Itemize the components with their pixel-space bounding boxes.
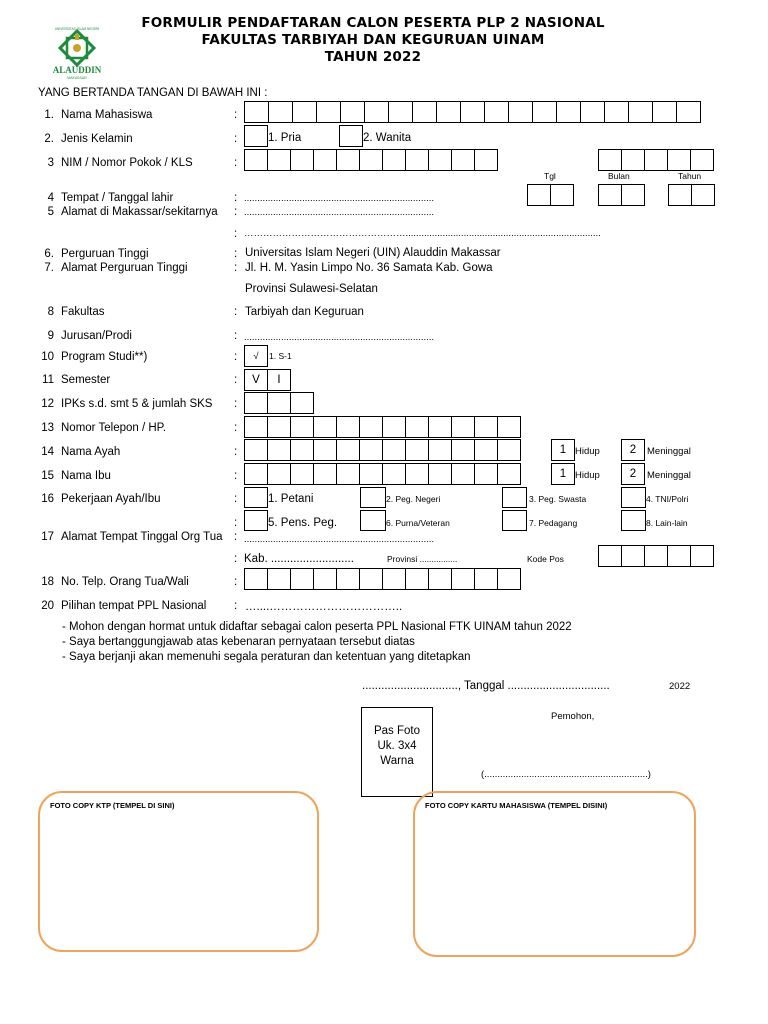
char-box[interactable] bbox=[527, 184, 551, 206]
char-box[interactable] bbox=[644, 545, 668, 567]
logo-text: ALAUDDIN bbox=[52, 65, 102, 75]
mother-alive-num: 1 bbox=[559, 468, 567, 480]
gender-female-checkbox[interactable] bbox=[339, 125, 363, 147]
photo-line2: Uk. 3x4 bbox=[377, 740, 417, 752]
job-military-checkbox[interactable] bbox=[621, 487, 646, 508]
field-number: 9 bbox=[47, 330, 54, 342]
job-veteran-label: 6. Purna/Veteran bbox=[386, 518, 450, 528]
field-colon: : bbox=[234, 228, 238, 240]
char-box[interactable] bbox=[628, 101, 653, 123]
char-box[interactable] bbox=[290, 439, 314, 461]
job-trader-checkbox[interactable] bbox=[502, 510, 527, 531]
field-number: 17 bbox=[41, 531, 54, 543]
field-label: Nama Mahasiswa bbox=[61, 109, 153, 121]
date-label-bulan: Bulan bbox=[608, 171, 630, 181]
form-title-line2: FAKULTAS TARBIYAH DAN KEGURUAN UINAM bbox=[201, 32, 545, 48]
father-alive-box[interactable] bbox=[551, 439, 575, 461]
field-colon: : bbox=[234, 470, 238, 482]
char-box[interactable] bbox=[621, 545, 645, 567]
field-colon: : bbox=[234, 374, 238, 386]
program-s1-label: 1. S-1 bbox=[269, 351, 292, 361]
char-box[interactable] bbox=[436, 101, 461, 123]
father-dead-num: 2 bbox=[629, 444, 637, 456]
char-box[interactable] bbox=[382, 568, 406, 590]
parent-address-kab[interactable]: Kab. .......................... bbox=[244, 553, 354, 565]
field-colon: : bbox=[234, 398, 238, 410]
field-colon: : bbox=[234, 517, 238, 529]
char-box[interactable] bbox=[359, 149, 383, 171]
field-number: 8 bbox=[47, 306, 54, 318]
applicant-label: Pemohon, bbox=[551, 711, 595, 722]
char-box[interactable] bbox=[382, 439, 406, 461]
birth-day-boxes[interactable] bbox=[527, 184, 574, 206]
ktm-attachment-label: FOTO COPY KARTU MAHASISWA (TEMPEL DISINI) bbox=[425, 801, 608, 810]
field-colon: : bbox=[234, 600, 238, 612]
char-box[interactable] bbox=[267, 568, 291, 590]
char-box[interactable] bbox=[359, 568, 383, 590]
char-box[interactable] bbox=[691, 184, 715, 206]
field-number: 4 bbox=[47, 192, 54, 204]
field-colon: : bbox=[234, 422, 238, 434]
semester-digit1: V bbox=[252, 374, 260, 386]
field-colon: : bbox=[234, 330, 238, 342]
field-number: 16 bbox=[41, 493, 54, 505]
program-s1-checkbox[interactable] bbox=[244, 345, 268, 367]
char-box[interactable] bbox=[621, 184, 645, 206]
semester-digit2-box[interactable] bbox=[267, 369, 291, 391]
char-box[interactable] bbox=[336, 439, 360, 461]
field-label: Nama Ibu bbox=[61, 470, 111, 482]
char-box[interactable] bbox=[405, 463, 429, 485]
mother-name-boxes[interactable] bbox=[244, 463, 521, 485]
char-box[interactable] bbox=[497, 416, 521, 438]
job-farmer-label: 1. Petani bbox=[268, 493, 314, 505]
char-box[interactable] bbox=[290, 392, 314, 414]
statement-3: - Saya berjanji akan memenuhi segala peraturan dan ketentuan yang ditetapkan bbox=[62, 651, 471, 663]
char-box[interactable] bbox=[428, 416, 452, 438]
char-box[interactable] bbox=[359, 416, 383, 438]
char-box[interactable] bbox=[313, 568, 337, 590]
job-civil-servant-checkbox[interactable] bbox=[360, 487, 386, 508]
char-box[interactable] bbox=[532, 101, 557, 123]
field-colon: : bbox=[234, 351, 238, 363]
char-box[interactable] bbox=[598, 545, 622, 567]
char-box[interactable] bbox=[550, 184, 574, 206]
logo-sub-text: MAKASSAR bbox=[67, 76, 87, 80]
mother-alive-label: Hidup bbox=[575, 470, 600, 481]
mother-dead-label: Meninggal bbox=[647, 470, 691, 481]
gender-female-label: 2. Wanita bbox=[363, 132, 412, 144]
field-colon: : bbox=[234, 446, 238, 458]
field-label: Perguruan Tinggi bbox=[61, 248, 149, 260]
father-alive-num: 1 bbox=[559, 444, 567, 456]
ktp-attachment-area bbox=[38, 791, 319, 952]
char-box[interactable] bbox=[244, 568, 268, 590]
field-colon: : bbox=[234, 262, 238, 274]
char-box[interactable] bbox=[244, 149, 268, 171]
char-box[interactable] bbox=[290, 149, 314, 171]
char-box[interactable] bbox=[336, 149, 360, 171]
field-label: Jurusan/Prodi bbox=[61, 330, 132, 342]
char-box[interactable] bbox=[474, 568, 498, 590]
char-box[interactable] bbox=[340, 101, 365, 123]
char-box[interactable] bbox=[244, 392, 268, 414]
date-label-tgl: Tgl bbox=[544, 171, 556, 181]
char-box[interactable] bbox=[313, 439, 337, 461]
university-province-value: Provinsi Sulawesi-Selatan bbox=[245, 283, 378, 295]
char-box[interactable] bbox=[667, 149, 691, 171]
char-box[interactable] bbox=[451, 568, 475, 590]
char-box[interactable] bbox=[451, 439, 475, 461]
job-retired-label: 5. Pens. Peg. bbox=[268, 517, 338, 529]
char-box[interactable] bbox=[652, 101, 677, 123]
ktm-attachment-area bbox=[413, 791, 696, 957]
semester-digit1-box[interactable] bbox=[244, 369, 268, 391]
gpa-input-boxes[interactable] bbox=[244, 392, 314, 414]
job-military-label: 4. TNI/Polri bbox=[646, 494, 689, 504]
photo-box bbox=[361, 707, 433, 797]
field-colon: : bbox=[234, 531, 238, 543]
check-mark-icon: √ bbox=[253, 350, 259, 362]
signature-year: 2022 bbox=[669, 681, 691, 692]
name-input-boxes[interactable] bbox=[244, 101, 701, 123]
nim-input-boxes[interactable] bbox=[244, 149, 498, 171]
field-number: 13 bbox=[41, 422, 54, 434]
parent-phone-boxes[interactable] bbox=[244, 568, 521, 590]
father-name-boxes[interactable] bbox=[244, 439, 521, 461]
field-label: Tempat / Tanggal lahir bbox=[61, 192, 174, 204]
char-box[interactable] bbox=[556, 101, 581, 123]
statement-1: - Mohon dengan hormat untuk didaftar sebagai calon peserta PPL Nasional FTK UINAM tahun 2022 bbox=[62, 621, 572, 633]
char-box[interactable] bbox=[690, 149, 714, 171]
field-number: 1. bbox=[44, 109, 54, 121]
field-label: Semester bbox=[61, 374, 111, 386]
job-other-label: 8. Lain-lain bbox=[646, 518, 688, 528]
field-colon: : bbox=[234, 192, 238, 204]
char-box[interactable] bbox=[267, 439, 291, 461]
char-box[interactable] bbox=[313, 416, 337, 438]
field-label: Nama Ayah bbox=[61, 446, 121, 458]
date-label-tahun: Tahun bbox=[678, 171, 702, 181]
char-box[interactable] bbox=[382, 149, 406, 171]
char-box[interactable] bbox=[621, 149, 645, 171]
mother-alive-box[interactable] bbox=[551, 463, 575, 485]
job-retired-checkbox[interactable] bbox=[244, 510, 268, 531]
postal-code-boxes[interactable] bbox=[598, 545, 714, 567]
char-box[interactable] bbox=[644, 149, 668, 171]
char-box[interactable] bbox=[364, 101, 389, 123]
field-label: Alamat Perguruan Tinggi bbox=[61, 262, 188, 274]
job-private-checkbox[interactable] bbox=[502, 487, 527, 508]
char-box[interactable] bbox=[497, 568, 521, 590]
field-number: 6. bbox=[44, 248, 54, 260]
department-dots[interactable]: ........................................................................ bbox=[244, 332, 435, 343]
char-box[interactable] bbox=[460, 101, 485, 123]
char-box[interactable] bbox=[336, 568, 360, 590]
field-colon: : bbox=[234, 493, 238, 505]
field-label: Pilihan tempat PPL Nasional bbox=[61, 600, 207, 612]
char-box[interactable] bbox=[497, 439, 521, 461]
place-date-line[interactable]: .............................., Tanggal ................................ bbox=[362, 680, 610, 692]
char-box[interactable] bbox=[428, 568, 452, 590]
char-box[interactable] bbox=[336, 416, 360, 438]
field-number: 14 bbox=[41, 446, 54, 458]
field-colon: : bbox=[234, 206, 238, 218]
char-box[interactable] bbox=[244, 416, 268, 438]
field-label: No. Telp. Orang Tua/Wali bbox=[61, 576, 189, 588]
field-number: 11 bbox=[42, 374, 54, 386]
gender-male-label: 1. Pria bbox=[268, 132, 302, 144]
intro-text: YANG BERTANDA TANGAN DI BAWAH INI : bbox=[38, 87, 268, 99]
father-dead-label: Meninggal bbox=[647, 446, 691, 457]
birth-place-dots[interactable]: ........................................................................ bbox=[244, 193, 435, 204]
char-box[interactable] bbox=[359, 439, 383, 461]
char-box[interactable] bbox=[290, 463, 314, 485]
field-label: Program Studi**) bbox=[61, 351, 148, 363]
logo-top-text: UNIVERSITAS ISLAM NEGERI bbox=[54, 27, 100, 31]
char-box[interactable] bbox=[474, 416, 498, 438]
char-box[interactable] bbox=[405, 568, 429, 590]
mother-dead-box[interactable] bbox=[621, 463, 645, 485]
field-colon: : bbox=[234, 133, 238, 145]
address-makassar-dots-2[interactable]: …………………………………………….......................................................................... bbox=[244, 228, 601, 239]
char-box[interactable] bbox=[474, 463, 498, 485]
char-box[interactable] bbox=[267, 416, 291, 438]
field-colon: : bbox=[234, 248, 238, 260]
ppl-choice-dots[interactable]: …....…………………………….. bbox=[245, 601, 403, 613]
class-input-boxes[interactable] bbox=[598, 149, 714, 171]
char-box[interactable] bbox=[474, 149, 498, 171]
char-box[interactable] bbox=[451, 416, 475, 438]
char-box[interactable] bbox=[474, 439, 498, 461]
char-box[interactable] bbox=[268, 101, 293, 123]
job-other-checkbox[interactable] bbox=[621, 510, 646, 531]
char-box[interactable] bbox=[580, 101, 605, 123]
postal-code-label: Kode Pos bbox=[527, 554, 564, 564]
parent-address-dots[interactable]: ........................................................................ bbox=[244, 534, 435, 545]
char-box[interactable] bbox=[451, 463, 475, 485]
field-label: IPKs s.d. smt 5 & jumlah SKS bbox=[61, 398, 213, 410]
phone-input-boxes[interactable] bbox=[244, 416, 521, 438]
field-number: 20 bbox=[41, 600, 54, 612]
char-box[interactable] bbox=[267, 463, 291, 485]
char-box[interactable] bbox=[292, 101, 317, 123]
char-box[interactable] bbox=[244, 101, 269, 123]
char-box[interactable] bbox=[598, 149, 622, 171]
field-label: Jenis Kelamin bbox=[61, 133, 133, 145]
ktp-attachment-label: FOTO COPY KTP (TEMPEL DI SINI) bbox=[50, 801, 175, 810]
form-title-line3: TAHUN 2022 bbox=[324, 49, 422, 65]
char-box[interactable] bbox=[667, 545, 691, 567]
char-box[interactable] bbox=[290, 568, 314, 590]
job-veteran-checkbox[interactable] bbox=[360, 510, 386, 531]
field-colon: : bbox=[234, 306, 238, 318]
field-label: Alamat Tempat Tinggal Org Tua bbox=[61, 531, 223, 543]
father-dead-box[interactable] bbox=[621, 439, 645, 461]
mother-dead-num: 2 bbox=[629, 468, 637, 480]
university-address-value: Jl. H. M. Yasin Limpo No. 36 Samata Kab. Gowa bbox=[245, 262, 493, 274]
char-box[interactable] bbox=[598, 184, 622, 206]
field-colon: : bbox=[234, 576, 238, 588]
field-number: 15 bbox=[41, 470, 54, 482]
photo-line3: Warna bbox=[380, 755, 414, 767]
char-box[interactable] bbox=[451, 149, 475, 171]
field-label: NIM / Nomor Pokok / KLS bbox=[61, 157, 193, 169]
char-box[interactable] bbox=[316, 101, 341, 123]
char-box[interactable] bbox=[428, 439, 452, 461]
char-box[interactable] bbox=[336, 463, 360, 485]
char-box[interactable] bbox=[690, 545, 714, 567]
applicant-name-line[interactable]: (..............................................................) bbox=[481, 769, 651, 780]
char-box[interactable] bbox=[604, 101, 629, 123]
field-number: 12 bbox=[41, 398, 54, 410]
form-title-line1: FORMULIR PENDAFTARAN CALON PESERTA PLP 2 NASIONAL bbox=[141, 15, 605, 31]
char-box[interactable] bbox=[290, 416, 314, 438]
char-box[interactable] bbox=[412, 101, 437, 123]
address-makassar-dots[interactable]: ........................................................................ bbox=[244, 207, 435, 218]
field-colon: : bbox=[234, 157, 238, 169]
field-number: 18 bbox=[41, 576, 54, 588]
char-box[interactable] bbox=[497, 463, 521, 485]
field-number: 2. bbox=[44, 133, 54, 145]
char-box[interactable] bbox=[244, 463, 268, 485]
birth-year-boxes[interactable] bbox=[668, 184, 715, 206]
char-box[interactable] bbox=[508, 101, 533, 123]
job-private-label: 3. Peg. Swasta bbox=[529, 494, 587, 504]
semester-digit2: I bbox=[277, 374, 281, 386]
char-box[interactable] bbox=[676, 101, 701, 123]
university-value: Universitas Islam Negeri (UIN) Alauddin Makassar bbox=[245, 247, 501, 259]
char-box[interactable] bbox=[313, 463, 337, 485]
faculty-value: Tarbiyah dan Keguruan bbox=[245, 306, 364, 318]
char-box[interactable] bbox=[668, 184, 692, 206]
field-number: 10 bbox=[41, 351, 54, 363]
char-box[interactable] bbox=[405, 149, 429, 171]
field-label: Fakultas bbox=[61, 306, 105, 318]
field-number: 5 bbox=[47, 206, 54, 218]
char-box[interactable] bbox=[382, 463, 406, 485]
job-farmer-checkbox[interactable] bbox=[244, 487, 268, 508]
char-box[interactable] bbox=[359, 463, 383, 485]
field-number: 3 bbox=[47, 157, 54, 169]
char-box[interactable] bbox=[313, 149, 337, 171]
job-trader-label: 7. Pedagang bbox=[529, 518, 578, 528]
photo-line1: Pas Foto bbox=[373, 725, 421, 737]
job-civil-servant-label: 2. Peg. Negeri bbox=[386, 494, 441, 504]
char-box[interactable] bbox=[405, 416, 429, 438]
field-colon: : bbox=[234, 553, 238, 565]
char-box[interactable] bbox=[388, 101, 413, 123]
statement-2: - Saya bertanggungjawab atas kebenaran pernyataan tersebut diatas bbox=[62, 636, 415, 648]
char-box[interactable] bbox=[405, 439, 429, 461]
field-colon: : bbox=[234, 109, 238, 121]
field-label: Pekerjaan Ayah/Ibu bbox=[61, 493, 161, 505]
birth-month-boxes[interactable] bbox=[598, 184, 645, 206]
char-box[interactable] bbox=[267, 149, 291, 171]
father-alive-label: Hidup bbox=[575, 446, 600, 457]
parent-address-province[interactable]: Provinsi ................ bbox=[387, 554, 458, 564]
field-label: Nomor Telepon / HP. bbox=[61, 422, 167, 434]
gender-male-checkbox[interactable] bbox=[244, 125, 268, 147]
char-box[interactable] bbox=[484, 101, 509, 123]
char-box[interactable] bbox=[244, 439, 268, 461]
char-box[interactable] bbox=[428, 463, 452, 485]
field-label: Alamat di Makassar/sekitarnya bbox=[61, 206, 218, 218]
char-box[interactable] bbox=[382, 416, 406, 438]
char-box[interactable] bbox=[267, 392, 291, 414]
field-number: 7. bbox=[44, 262, 54, 274]
char-box[interactable] bbox=[428, 149, 452, 171]
